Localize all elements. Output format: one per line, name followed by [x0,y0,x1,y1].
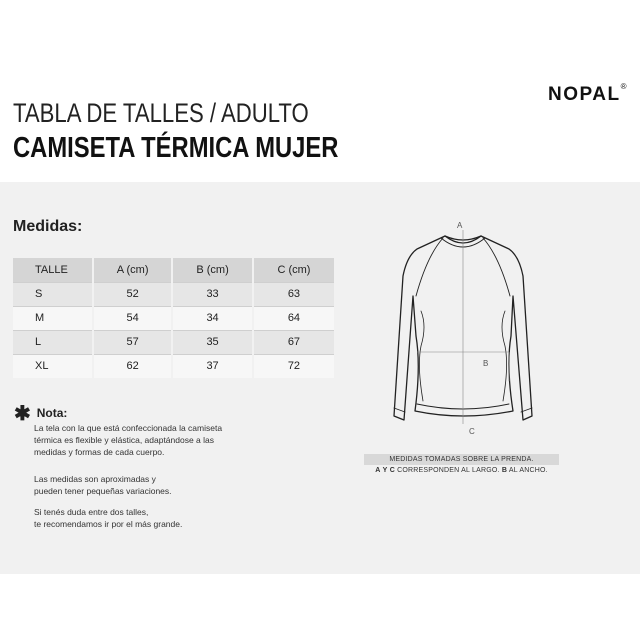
size-table [13,258,336,378]
note-paragraph-1 [34,422,274,458]
content-panel [0,182,640,574]
caption-line-1: MEDIDAS TOMADAS SOBRE LA PRENDA. [364,454,559,465]
note-line: La tela con la que está confeccionada la camiseta [34,423,223,433]
brand-name: NOPAL [548,84,621,105]
table-cell: 35 [172,330,253,354]
column-header: B (cm) [172,258,253,282]
product-title: CAMISETA TÉRMICA MUJER [13,132,339,164]
table-cell: 37 [172,354,253,378]
page-title: TABLA DE TALLES / ADULTO [13,98,309,128]
table-cell: 64 [253,306,335,330]
table-cell: 34 [172,306,253,330]
section-title: Medidas: [13,218,83,235]
caption-line-2: A Y C CORRESPONDEN AL LARGO. B AL ANCHO. [375,467,548,474]
measurement-caption [364,454,559,476]
table-cell: 72 [253,354,335,378]
table-cell: S [13,282,93,306]
column-header: TALLE [13,258,93,282]
label-b: B [483,359,489,368]
note-paragraph-3 [34,506,274,530]
table-cell: 63 [253,282,335,306]
note-line: Si tenés duda entre dos talles, [34,507,149,517]
note-line: medidas y formas de cada cuerpo. [34,447,165,457]
table-row [13,330,335,354]
table-cell: 62 [93,354,172,378]
table-cell: M [13,306,93,330]
note-line: pueden tener pequeñas variaciones. [34,486,172,496]
note-heading [14,398,67,423]
column-header: A (cm) [93,258,172,282]
table-row [13,306,335,330]
label-a: A [457,221,463,230]
note-line: térmica es flexible y elástica, adaptándose a las [34,435,215,445]
note-title: Nota: [36,406,68,420]
table-header-row [13,258,335,282]
table-cell: 33 [172,282,253,306]
table-cell: 54 [93,306,172,330]
header [0,0,640,182]
table-cell: 57 [93,330,172,354]
note-line: te recomendamos ir por el más grande. [34,519,183,529]
asterisk-icon: ✱ [14,403,31,425]
label-c: C [469,427,475,436]
table-cell: 52 [93,282,172,306]
note-line: Las medidas son aproximadas y [34,474,156,484]
table-cell: XL [13,354,93,378]
column-header: C (cm) [253,258,335,282]
measurement-lines [417,230,509,424]
brand-logo [548,81,628,106]
note-paragraph-2 [34,473,274,497]
table-row [13,282,335,306]
shirt-diagram [383,216,543,436]
table-cell: L [13,330,93,354]
table-row [13,354,335,378]
registered-mark: ® [620,81,628,91]
table-cell: 67 [253,330,335,354]
